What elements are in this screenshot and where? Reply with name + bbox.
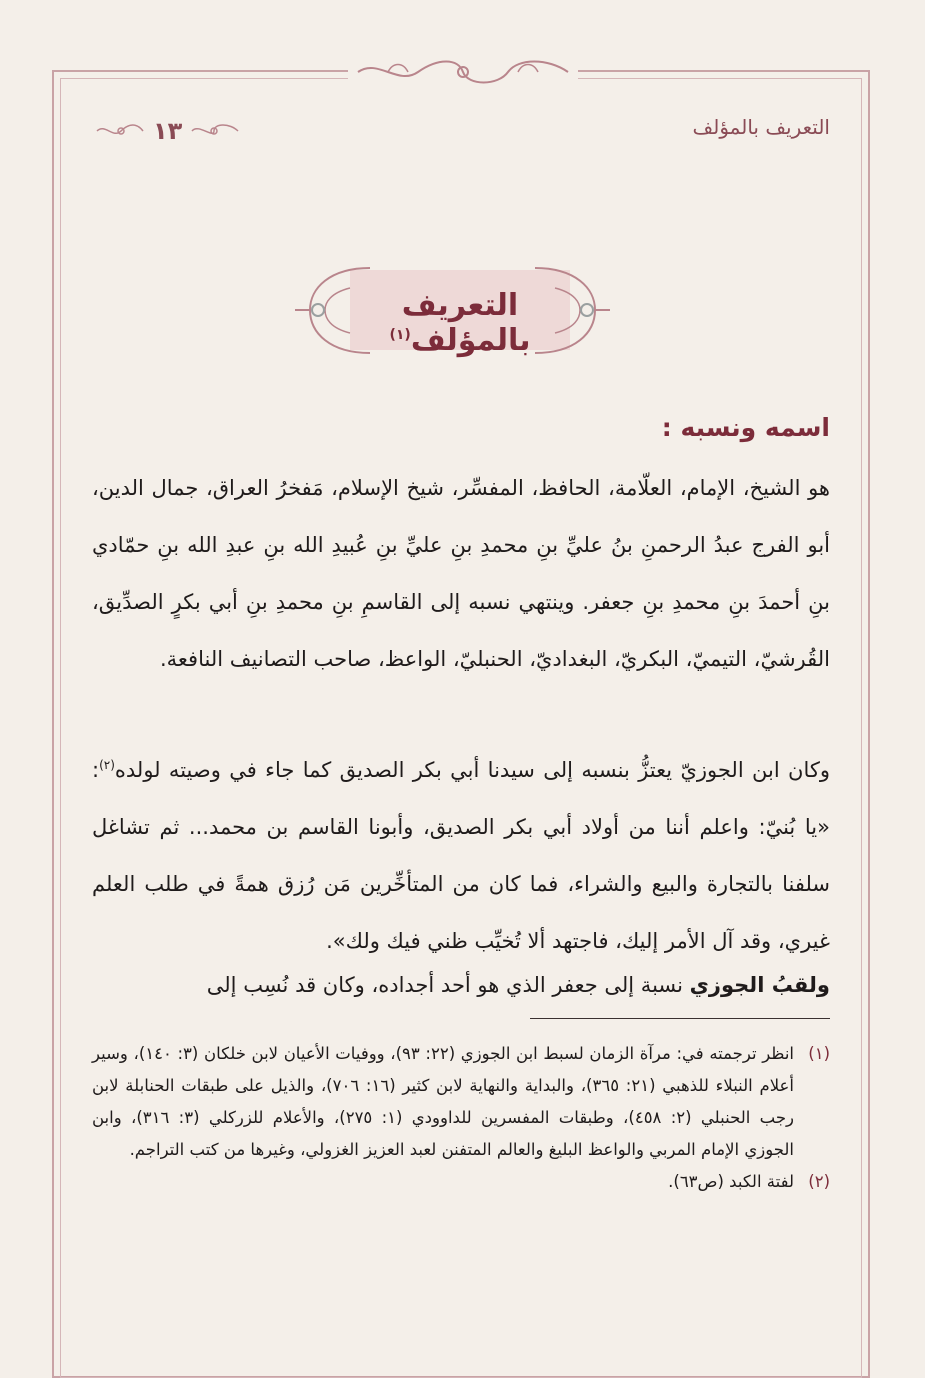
paragraph-3	[92, 957, 830, 1014]
top-ornament-icon	[348, 56, 578, 88]
footnotes	[92, 1038, 830, 1198]
paragraph-1	[92, 460, 830, 688]
page-number-block	[95, 115, 240, 147]
ornament-right-icon	[190, 121, 240, 141]
footnote-separator	[530, 1018, 830, 1019]
chapter-title	[345, 288, 575, 358]
chapter-footnote-ref: (١)	[389, 327, 411, 343]
chapter-title-text: التعريف بالمؤلف	[401, 288, 531, 358]
paragraph-2-text-after: : «يا بُنيّ: واعلم أننا من أولاد أبي بكر الصديق، وأبونا القاسم بن محمد... ثم تشاغل سلفنا بالتجارة والبيع والشراء، فما كان من المتأخِّرين مَن رُزق همةً في طلب العلم غيري، وقد آل الأمر إليك، فاجتهد ألا تُخيِّب ظني فيك ولك».	[92, 758, 830, 953]
footnote-item	[92, 1038, 830, 1166]
footnote-text: انظر ترجمته في: مرآة الزمان لسبط ابن الجوزي (٢٢: ٩٣)، ووفيات الأعيان لابن خلكان (٣: ١٤٠)، وسير أعلام النبلاء للذهبي (٢١: ٣٦٥)، والبداية والنهاية لابن كثير (١٦: ٧٠٦)، والذيل على طبقات الحنابلة لابن رجب الحنبلي (٢: ٤٥٨)، وطبقات المفسرين للداوودي (١: ٢٧٥)، والأعلام للزركلي (٣: ٣١٦)، وابن الجوزي الإمام المربي والواعظ البليغ والعالم المتفنن لعبد العزيز الغزولي، وغيرها من كتب التراجم.	[92, 1044, 795, 1159]
paragraph-2	[92, 737, 830, 970]
page-header	[95, 115, 830, 155]
paragraph-3-text: نسبة إلى جعفر الذي هو أحد أجداده، وكان قد نُسِب إلى	[206, 973, 690, 997]
footnote-number: (٢)	[808, 1172, 830, 1191]
footnote-text: لفتة الكبد (ص٦٣).	[668, 1172, 794, 1191]
paragraph-2-text-before: وكان ابن الجوزيّ يعتزُّ بنسبه إلى سيدنا أبي بكر الصديق كما جاء في وصيته لولده	[114, 758, 830, 782]
page-number: ١٣	[153, 117, 183, 145]
footnote-number: (١)	[808, 1044, 830, 1063]
paragraph-3-bold: ولقبُ الجوزي	[689, 973, 830, 997]
section-heading: اسمه ونسبه :	[661, 413, 830, 442]
paragraph-1-text: هو الشيخ، الإمام، العلّامة، الحافظ، المفسِّر، شيخ الإسلام، مَفخرُ العراق، جمال الدين، أبو الفرج عبدُ الرحمنِ بنُ عليِّ بنِ محمدِ بنِ عليِّ بنِ عُبيدِ الله بنِ عبدِ الله بنِ حمّادي بنِ أحمدَ بنِ محمدِ بنِ جعفر. وينتهي نسبه إلى القاسمِ بنِ محمدِ بنِ أبي بكرٍ الصدِّيق، القُرشيّ، التيميّ، البكريّ، البغداديّ، الحنبليّ، الواعظ، صاحب التصانيف النافعة.	[92, 476, 830, 671]
footnote-item	[92, 1166, 830, 1198]
paragraph-2-footnote-ref: (٢)	[99, 758, 115, 772]
running-title: التعريف بالمؤلف	[692, 115, 830, 139]
ornament-left-icon	[95, 121, 145, 141]
